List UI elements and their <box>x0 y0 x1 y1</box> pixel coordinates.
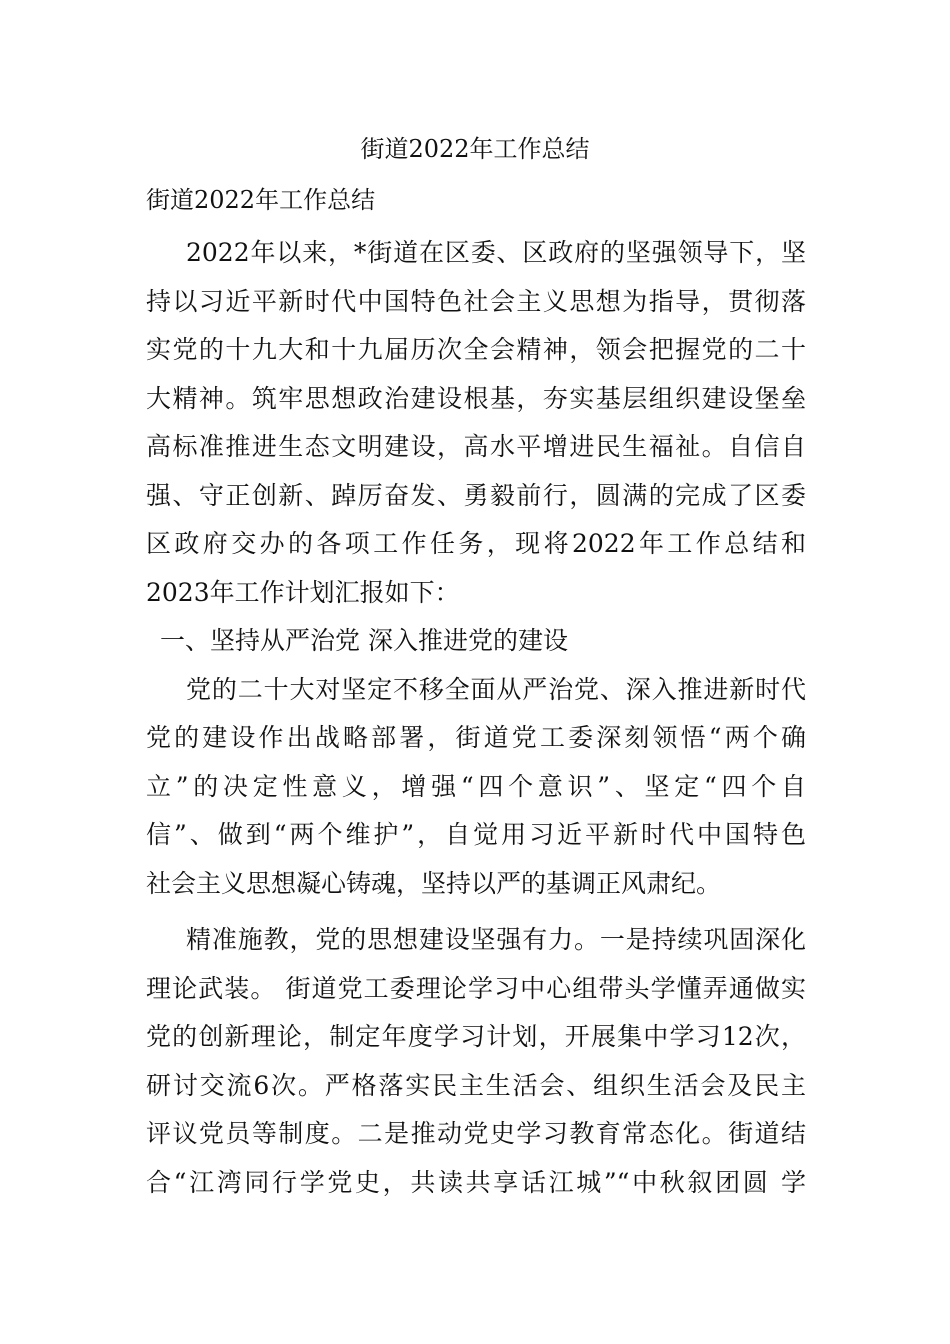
paragraph-gap <box>146 908 806 916</box>
document-title: 街道2022年工作总结 <box>360 135 590 163</box>
paragraph-intro-line-5: 高标准推进生态文明建设，高水平增进民生福祉。自信自 <box>146 432 806 461</box>
document-body <box>146 229 806 1207</box>
paragraph-party-line-4: 信”、做到“两个维护”，自觉用习近平新时代中国特色 <box>146 820 806 849</box>
paragraph-education-line-5: 评议党员等制度。二是推动党史学习教育常态化。街道结 <box>146 1119 806 1148</box>
paragraph-intro-line-2: 持以习近平新时代中国特色社会主义思想为指导，贯彻落 <box>146 286 806 316</box>
paragraph-education-line-1: 精准施教，党的思想建设坚强有力。一是持续巩固深化 <box>186 925 806 954</box>
paragraph-intro-line-1: 2022年以来，*街道在区委、区政府的坚强领导下，坚 <box>186 238 806 267</box>
paragraph-party-line-3: 立”的决定性意义，增强“四个意识”、坚定“四个自 <box>146 771 806 801</box>
paragraph-party-line-2: 党的建设作出战略部署，街道党工委深刻领悟“两个确 <box>146 723 806 752</box>
paragraph-education-line-4: 研讨交流6次。严格落实民主生活会、组织生活会及民主 <box>146 1070 806 1100</box>
paragraph-party-line-5: 社会主义思想凝心铸魂，坚持以严的基调正风肃纪。 <box>146 868 722 898</box>
paragraph-education-line-3: 党的创新理论，制定年度学习计划，开展集中学习12次， <box>146 1022 806 1051</box>
paragraph-party-line-1: 党的二十大对坚定不移全面从严治党、深入推进新时代 <box>186 674 806 704</box>
paragraph-intro-line-7: 区政府交办的各项工作任务，现将2022年工作总结和 <box>146 529 806 558</box>
paragraph-intro-line-8: 2023年工作计划汇报如下： <box>146 577 460 607</box>
paragraph-intro-line-4: 大精神。筑牢思想政治建设根基，夯实基层组织建设堡垒 <box>146 383 806 413</box>
paragraph-intro-line-3: 实党的十九大和十九届历次全会精神，领会把握党的二十 <box>146 335 806 364</box>
document-subtitle: 街道2022年工作总结 <box>146 186 376 214</box>
paragraph-education-line-6: 合“江湾同行学党史，共读共享话江城”“中秋叙团圆 学 <box>146 1167 806 1197</box>
paragraph-intro-line-6: 强、守正创新、踔厉奋发、勇毅前行，圆满的完成了区委 <box>146 480 806 510</box>
paragraph-education-line-2: 理论武装。 街道党工委理论学习中心组带头学懂弄通做实 <box>146 973 806 1003</box>
section-heading-1: 一、坚持从严治党 深入推进党的建设 <box>160 626 568 655</box>
